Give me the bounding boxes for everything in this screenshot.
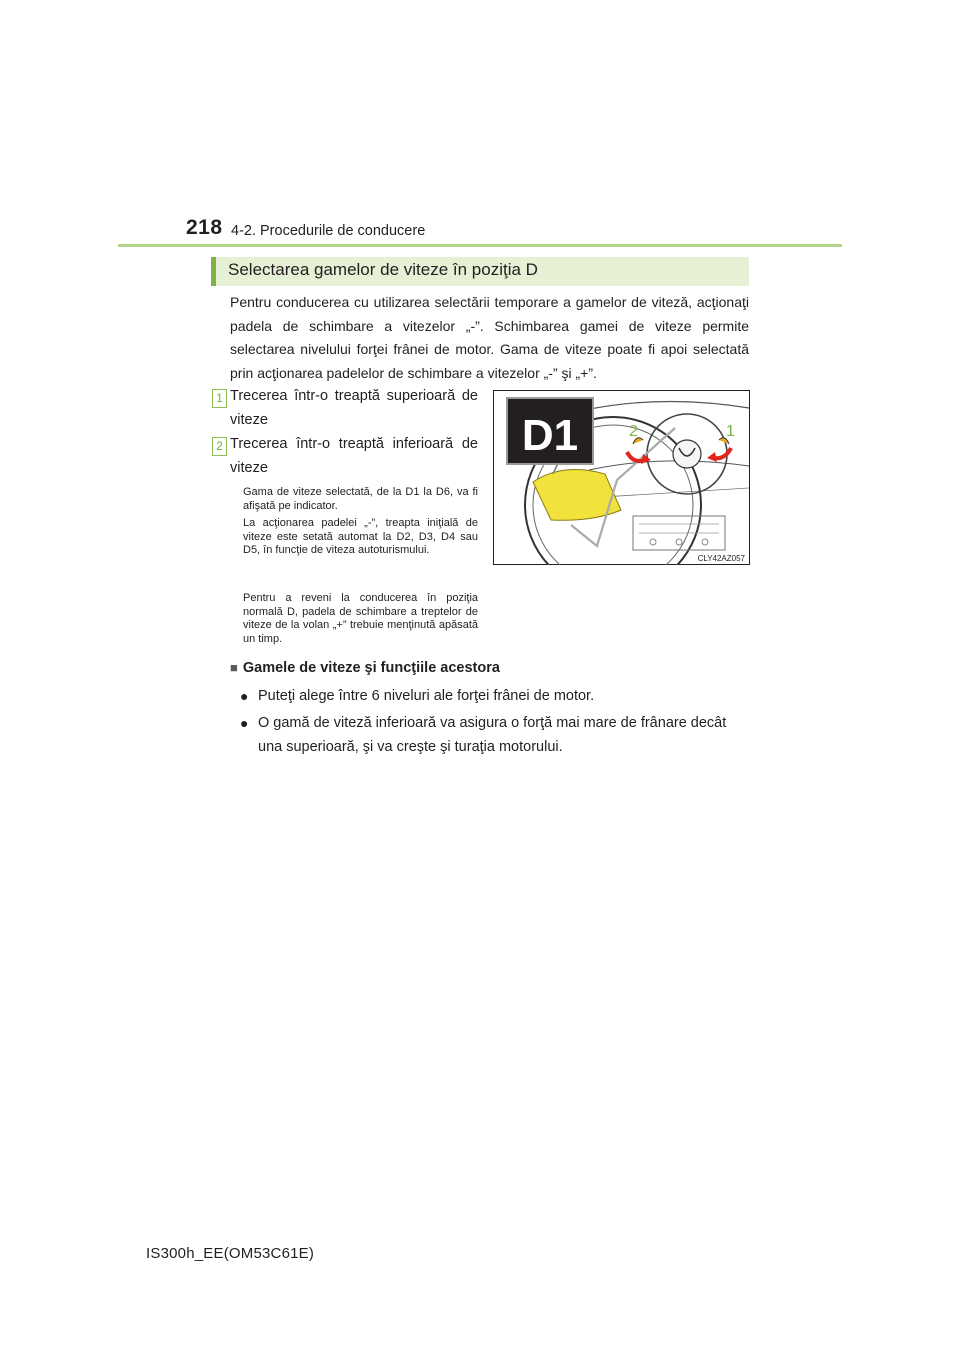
subsection-heading — [230, 660, 500, 676]
header-divider — [118, 244, 842, 247]
note-range-display: Gama de viteze selectată, de la D1 la D6, va fi afişată pe indicator. — [243, 486, 478, 512]
callout-number: 1 — [726, 423, 735, 440]
page-number: 218 — [186, 216, 223, 239]
list-item-text: Puteţi alege între 6 niveluri ale forţei frânei de motor. — [258, 688, 595, 704]
list-item-text: O gamă de viteză inferioară va asigura o forţă mai mare de frânare decât una superioară, şi va creşte şi turaţia motorului. — [258, 715, 727, 755]
intro-paragraph: Pentru conducerea cu utilizarea selectării temporare a gamelor de viteză, acţionaţi padela de schimbare a vitezelor „-”. Schimbarea gamei de viteze permite selectarea nivelului forţei frânei de motor. Gama de viteze poate fi apoi selectată prin acţionarea padelelor de schimbare a vitezelor „-” şi „+”. — [230, 294, 749, 382]
document-code: IS300h_EE(OM53C61E) — [146, 1245, 315, 1262]
list-item — [240, 684, 750, 708]
section-heading: Selectarea gamelor de viteze în poziţia D — [228, 260, 538, 279]
bullet-dot-icon: ● — [240, 688, 249, 704]
subsection-heading-text: Gamele de viteze şi funcţiile acestora — [242, 660, 500, 676]
section-heading-bar — [211, 257, 749, 286]
item-downshift: Trecerea într-o treaptă inferioară de viteze — [230, 436, 478, 476]
callout-number: 2 — [629, 423, 638, 440]
item-number-badge: 2 — [212, 437, 227, 456]
list-item — [240, 711, 750, 759]
section-title: 4-2. Procedurile de conducere — [231, 223, 426, 239]
paddle-shift-illustration — [493, 390, 750, 565]
cockpit-drawing — [493, 390, 750, 565]
item-upshift: Trecerea într-o treaptă superioară de viteze — [230, 388, 478, 428]
square-bullet-icon: ■ — [230, 660, 238, 675]
bullet-dot-icon: ● — [240, 715, 249, 731]
note-initial-gear: La acţionarea padelei „-”, treapta iniţială de viteze este setată automat la D2, D3, D4 sau D5, în funcţie de viteza autoturismului. — [243, 517, 478, 557]
gear-indicator-text: D1 — [521, 411, 579, 460]
note-return-normal: Pentru a reveni la conducerea în poziţia normală D, padela de schimbare a treptelor de viteze de la volan „+” trebuie menţinută apăsată un timp. — [243, 592, 478, 645]
item-number-badge: 1 — [212, 389, 227, 408]
figure-code: CLY42AZ057 — [697, 554, 745, 563]
